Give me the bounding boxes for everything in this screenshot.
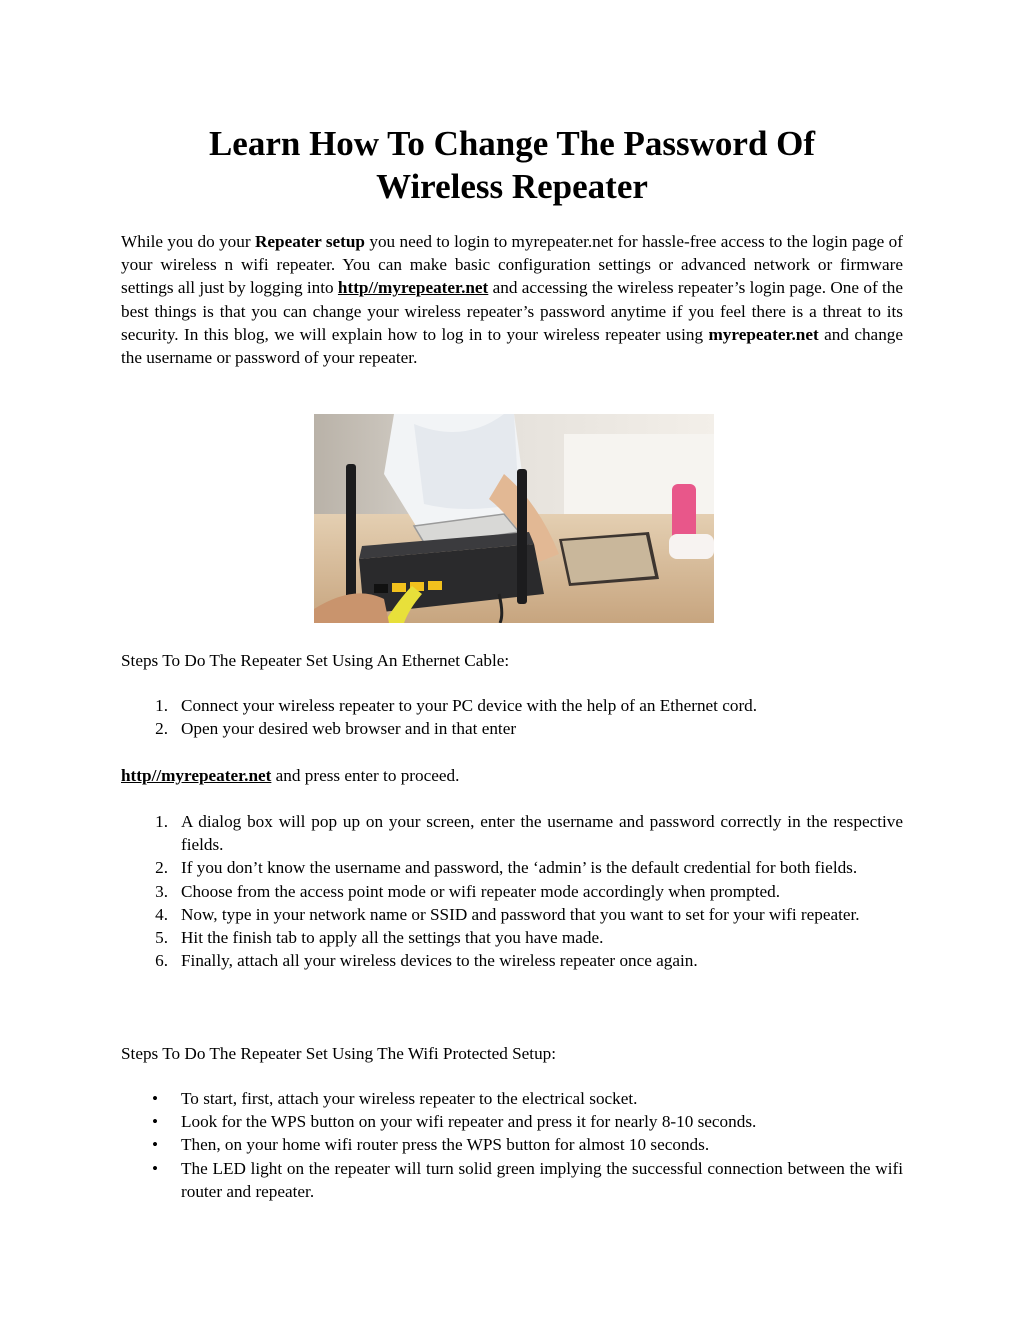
intro-text-2: you need to login to myrepeater.net for hassle-free access to the login page of your wireless n wifi repeater. You can make basic configuration settings or advanced network or firmware settings all just by logging into <box>121 232 903 298</box>
bullet-icon: • <box>152 1089 159 1108</box>
intro-text-3: and accessing the wireless repeater’s login page. One of the best things is that you can change your wireless repeater’s password anytime if you feel there is a threat to its security. In this blog, we will explain how to log in to your wireless repeater using <box>121 278 903 344</box>
list-item-text: Connect your wireless repeater to your PC device with the help of an Ethernet cord. <box>181 696 758 715</box>
repeater-setup-bold: Repeater setup <box>254 232 365 251</box>
list-item-text: Choose from the access point mode or wifi repeater mode accordingly when prompted. <box>181 881 780 901</box>
intro-text-4: and change the username or password of your repeater. <box>121 324 904 368</box>
bullet-icon: • <box>152 1112 159 1132</box>
myrepeater-bold: myrepeater.net <box>708 324 819 344</box>
list-item-number: 6. <box>155 951 168 971</box>
list-item <box>121 810 903 856</box>
router-photo <box>314 414 714 623</box>
list-item-text: To start, first, attach your wireless repeater to the electrical socket. <box>181 1089 638 1108</box>
list-item <box>121 856 903 879</box>
list-item <box>121 717 903 740</box>
list-item-text: Look for the WPS button on your wifi repeater and press it for nearly 8-10 seconds. <box>181 1112 757 1132</box>
list-item <box>121 1087 903 1110</box>
intro-text-1: While you do your <box>121 232 255 251</box>
myrepeater-link[interactable]: http//myrepeater.net <box>337 278 489 298</box>
list-item-number: 1. <box>155 812 168 831</box>
list-item-text: If you don’t know the username and password, the ‘admin’ is the default credential for both fields. <box>181 858 858 878</box>
list-item-number: 3. <box>155 881 168 901</box>
continuation-paragraph <box>121 764 903 787</box>
intro-paragraph <box>121 230 903 369</box>
list-item-text: The LED light on the repeater will turn solid green implying the successful connection between the wifi router and repeater. <box>181 1158 903 1201</box>
list-item-text: A dialog box will pop up on your screen, enter the username and password correctly in the respective fields. <box>181 812 903 855</box>
list-item-text: Now, type in your network name or SSID and password that you want to set for your wifi repeater. <box>181 904 860 924</box>
list-item-text: Hit the finish tab to apply all the settings that you have made. <box>181 928 604 948</box>
myrepeater-link-2[interactable]: http//myrepeater.net <box>121 766 272 785</box>
list-item <box>121 1157 903 1203</box>
title-line-2: Wireless Repeater <box>376 167 648 206</box>
list-item <box>121 1110 903 1133</box>
list-item-number: 5. <box>155 928 168 948</box>
list-item <box>121 1133 903 1156</box>
bullet-icon: • <box>152 1158 159 1178</box>
section2-bullet-list <box>121 1087 903 1203</box>
section1-list-b <box>121 810 903 972</box>
list-item <box>121 903 903 926</box>
list-item <box>121 926 903 949</box>
list-item-number: 2. <box>155 858 168 878</box>
continuation-text: and press enter to proceed. <box>271 766 460 785</box>
bullet-icon: • <box>152 1135 159 1155</box>
title-line-1: Learn How To Change The Password Of <box>208 124 816 163</box>
list-item <box>121 880 903 903</box>
page-title <box>121 122 903 208</box>
list-item-text: Finally, attach all your wireless devices to the wireless repeater once again. <box>181 951 698 971</box>
section1-list-a <box>121 694 903 740</box>
list-item-text: Then, on your home wifi router press the WPS button for almost 10 seconds. <box>181 1135 710 1155</box>
list-item-text: Open your desired web browser and in that enter <box>181 719 517 739</box>
list-item <box>121 694 903 717</box>
list-item-number: 2. <box>155 719 168 739</box>
list-item <box>121 949 903 972</box>
section2-heading: Steps To Do The Repeater Set Using The Wifi Protected Setup: <box>121 1044 557 1063</box>
list-item-number: 1. <box>155 696 168 715</box>
section1-heading: Steps To Do The Repeater Set Using An Ethernet Cable: <box>121 651 510 670</box>
list-item-number: 4. <box>155 904 168 924</box>
